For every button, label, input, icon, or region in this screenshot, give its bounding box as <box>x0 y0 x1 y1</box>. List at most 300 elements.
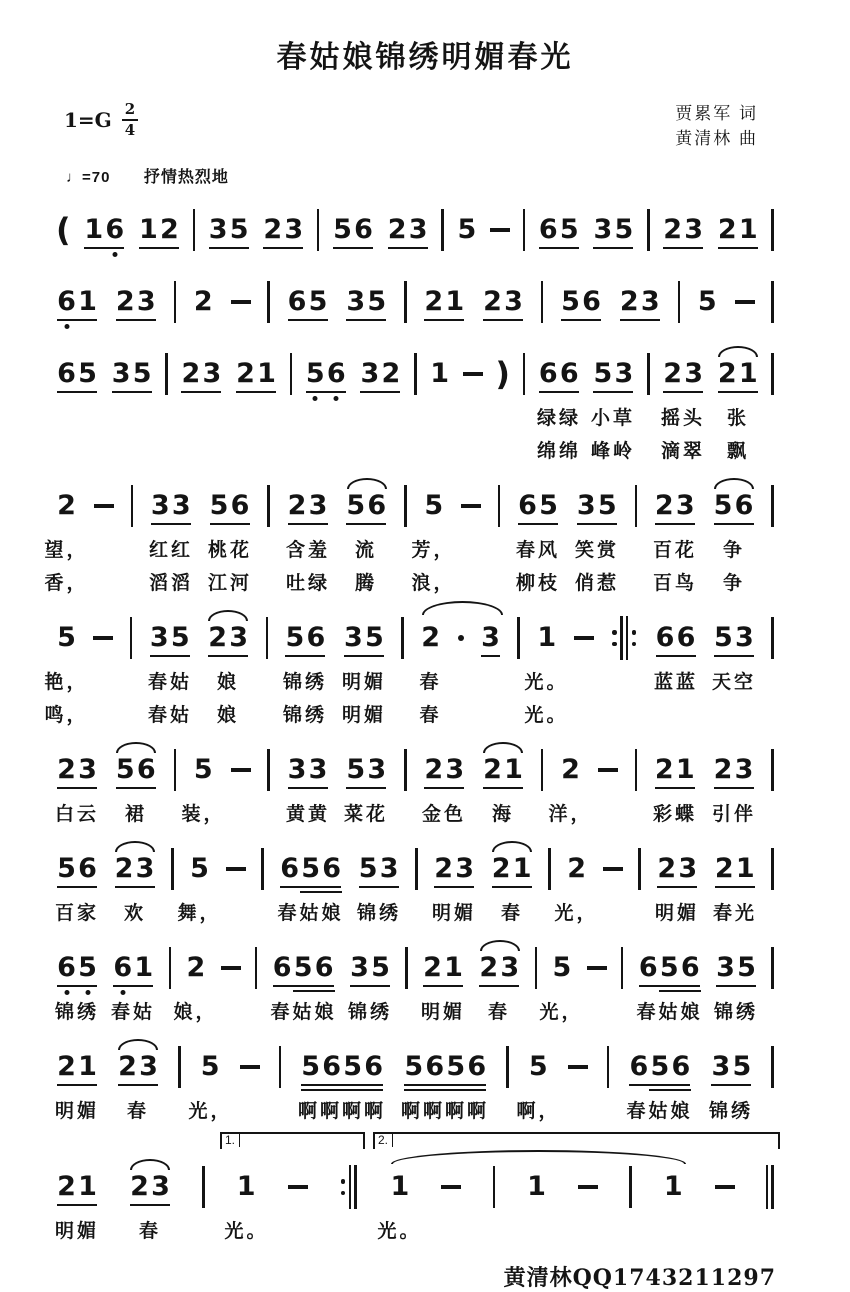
note-group: 5 <box>528 1051 548 1082</box>
beam-line <box>236 391 276 394</box>
beam-line <box>577 523 617 526</box>
note-group: 6 6 <box>655 623 697 653</box>
barline <box>414 353 417 395</box>
note-group: 2 3 <box>56 755 98 785</box>
lyric-syllable: 红红 <box>148 540 194 561</box>
barline <box>517 617 520 659</box>
beam-line <box>539 247 579 250</box>
notation-line <box>56 735 774 825</box>
beam-line <box>714 787 754 790</box>
note-group: 2 3 <box>433 854 475 884</box>
note-group: 5 3 <box>358 854 400 884</box>
lyric-syllable: 望， <box>44 540 89 561</box>
lyric-syllable: 滔滔 <box>148 573 194 594</box>
note-group: 2 3 <box>654 491 696 521</box>
slur-arc <box>391 1150 686 1164</box>
tie-arc <box>118 1039 158 1050</box>
note-group: 6 1 <box>112 953 154 983</box>
lyric-syllable: 引伴 <box>711 804 757 825</box>
beam-line <box>115 886 155 889</box>
note-group: 3 2 <box>359 359 401 389</box>
barline <box>635 749 638 791</box>
lyric-syllable: 春风 <box>515 540 561 561</box>
lyric-syllable: 争 <box>722 540 746 561</box>
barline <box>771 209 774 251</box>
beam-line <box>639 985 700 988</box>
note-group: 2 <box>186 952 206 983</box>
lyric-syllable: 俏惹 <box>574 573 620 594</box>
dash-extension <box>598 768 618 773</box>
dash-extension <box>715 1185 735 1190</box>
beam-line <box>57 886 97 889</box>
lyric-syllable: 光， <box>539 1002 584 1023</box>
tie-arc <box>116 742 156 753</box>
beam-line <box>346 523 386 526</box>
beam-line <box>518 523 558 526</box>
beam-line <box>714 655 754 658</box>
dash-extension <box>231 300 251 305</box>
lyrics-row <box>44 566 774 594</box>
tie-arc <box>714 478 754 489</box>
notes-row <box>56 352 774 396</box>
note-group: 5 6 5 6 <box>403 1052 487 1082</box>
beam-line <box>181 391 221 394</box>
beam-line <box>209 247 249 250</box>
barline <box>621 947 624 989</box>
beam-line <box>718 247 758 250</box>
note-group: 2 <box>421 622 441 653</box>
lyric-syllable: 明媚 <box>654 903 700 924</box>
beam-line <box>301 1084 383 1087</box>
note-group: 2 3 <box>662 215 704 245</box>
lyrics-row <box>56 401 774 429</box>
dash-extension <box>461 504 481 509</box>
note-group: 2 1 <box>422 953 464 983</box>
note-group: 5 <box>697 286 717 317</box>
notation-line <box>44 603 774 726</box>
lyric-syllable: 锦绣 <box>713 1002 759 1023</box>
lyric-syllable: 峰岭 <box>590 441 636 462</box>
lyric-syllable: 春姑娘 <box>626 1101 693 1122</box>
note-group: 5 <box>190 853 209 884</box>
beam-line <box>301 1089 383 1092</box>
note-group: 2 <box>193 286 213 317</box>
lyrics-row <box>56 896 774 924</box>
lyric-syllable: 百花 <box>652 540 698 561</box>
barline <box>523 209 526 251</box>
lyric-syllable: 蓝蓝 <box>653 672 699 693</box>
beam-line <box>359 886 399 889</box>
notation-line <box>56 267 774 324</box>
lyric-syllable: 光。 <box>524 705 569 726</box>
tie-arc <box>483 742 523 753</box>
lyric-syllable: 腾 <box>354 573 378 594</box>
time-numerator: 2 <box>122 102 138 121</box>
note-group: 2 1 <box>482 755 524 785</box>
tempo-mark: ♩=70 <box>66 169 111 186</box>
beam-line <box>288 787 328 790</box>
note-group: 2 1 <box>714 854 756 884</box>
beam-line <box>620 319 660 322</box>
note-group: 5 6 <box>560 287 602 317</box>
note-group: 2 1 <box>423 287 465 317</box>
barline <box>279 1046 282 1088</box>
barline <box>647 353 650 395</box>
barline <box>267 749 270 791</box>
dash-extension <box>490 228 510 233</box>
note-group: 5 3 <box>592 359 634 389</box>
lyric-syllable: 锦绣 <box>54 1002 100 1023</box>
note-group: 6 5 <box>517 491 559 521</box>
lyric-syllable: 春姑娘 <box>270 1002 337 1023</box>
beam-line <box>483 787 523 790</box>
beam-line <box>663 391 703 394</box>
lyric-syllable: 芳， <box>411 540 456 561</box>
dash-extension <box>231 768 251 773</box>
lyric-syllable: 光。 <box>224 1221 269 1242</box>
lyric-syllable: 舞， <box>177 903 222 924</box>
lyric-syllable: 光。 <box>524 672 569 693</box>
notes-row <box>56 748 774 792</box>
lyric-syllable: 春 <box>126 1101 150 1122</box>
notation-line <box>56 834 774 924</box>
lyric-syllable: 流 <box>354 540 378 561</box>
lyric-syllable: 春姑娘 <box>277 903 344 924</box>
beam-line <box>333 247 373 250</box>
barline <box>290 353 293 395</box>
beam-line <box>288 523 328 526</box>
lyric-syllable: 小草 <box>590 408 636 429</box>
lyric-syllable: 锦绣 <box>282 705 328 726</box>
lyric-syllable: 春光 <box>712 903 758 924</box>
time-signature <box>122 102 138 138</box>
augmentation-dot <box>458 635 464 641</box>
lyric-syllable: 啊啊啊啊 <box>297 1101 387 1122</box>
barline <box>647 209 650 251</box>
note-group: 2 3 <box>387 215 429 245</box>
lyric-syllable: 锦绣 <box>356 903 402 924</box>
slur-arc <box>422 601 503 615</box>
note-group: 5 <box>457 214 477 245</box>
note-group: 3 5 <box>592 215 634 245</box>
lyric-syllable: 裙 <box>124 804 148 825</box>
lyric-syllable: 浪， <box>411 573 456 594</box>
lyric-syllable: 明媚 <box>420 1002 466 1023</box>
note-group: 6 6 <box>538 359 580 389</box>
lyric-syllable: 娘， <box>173 1002 218 1023</box>
volta-label: 1. <box>225 1134 240 1147</box>
barline <box>404 485 407 527</box>
lyrics-row <box>44 533 774 561</box>
barline <box>771 1046 774 1088</box>
note-group: 5 6 <box>284 623 326 653</box>
barline <box>638 848 641 890</box>
lyric-syllable: 明媚 <box>341 672 387 693</box>
repeat-barline <box>620 616 623 660</box>
score <box>0 191 850 1242</box>
lyric-syllable: 明媚 <box>54 1221 100 1242</box>
beam-line <box>350 985 390 988</box>
barline <box>415 848 418 890</box>
repeat-sign-both <box>610 616 638 660</box>
barline <box>202 1166 205 1208</box>
dash-extension <box>578 1185 598 1190</box>
barline <box>174 281 177 323</box>
note-group: 2 3 <box>114 854 156 884</box>
barline <box>506 1046 509 1088</box>
note-group: 5 <box>552 952 572 983</box>
notes-row <box>56 946 774 990</box>
beam-line <box>715 886 755 889</box>
note-group: 1 <box>236 1171 256 1202</box>
notes-row <box>56 1165 774 1209</box>
note-group: 2 <box>57 490 76 521</box>
lyric-syllable: 春 <box>419 705 442 726</box>
barline <box>178 1046 181 1088</box>
lyrics-row <box>56 1094 774 1122</box>
lyricist-credit: 贾累军 词 <box>675 104 758 123</box>
beam-line <box>629 1084 690 1087</box>
notation-line <box>56 339 774 462</box>
dash-extension <box>463 372 483 377</box>
note-group: 6 5 6 <box>279 854 342 884</box>
lyric-syllable: 艳， <box>44 672 89 693</box>
note-group: 6 5 <box>538 215 580 245</box>
repeat-sign-end <box>339 1165 359 1209</box>
beam-line <box>424 319 464 322</box>
dash-extension <box>226 867 246 872</box>
barline <box>498 485 501 527</box>
barline <box>635 485 638 527</box>
dash-extension <box>221 966 241 971</box>
beam-line <box>300 891 342 894</box>
barline <box>165 353 168 395</box>
barline <box>404 749 407 791</box>
lyric-syllable: 柳枝 <box>515 573 561 594</box>
note-group: 1 <box>663 1171 683 1202</box>
lyric-syllable: 春 <box>500 903 524 924</box>
note-group: 2 1 <box>235 359 277 389</box>
repeat-barline <box>626 616 629 660</box>
lyric-syllable: 争 <box>722 573 746 594</box>
note-group: 2 3 <box>262 215 304 245</box>
note-group: 2 <box>567 853 587 884</box>
volta-label: 2. <box>378 1134 393 1147</box>
note-group: 5 6 <box>209 491 251 521</box>
note-group: 2 3 <box>619 287 661 317</box>
beam-line <box>404 1084 486 1087</box>
barline <box>174 749 177 791</box>
dash-extension <box>568 1065 588 1070</box>
note-group: 5 6 <box>345 491 387 521</box>
lyric-syllable: 金色 <box>421 804 467 825</box>
lyric-syllable: 鸣， <box>44 705 89 726</box>
lyric-syllable: 光， <box>554 903 599 924</box>
barline <box>678 281 681 323</box>
lyric-syllable: 春姑 <box>110 1002 156 1023</box>
beam-line <box>481 655 500 658</box>
barline <box>771 848 774 890</box>
beam-line <box>210 523 250 526</box>
note-group: 5 <box>200 1051 220 1082</box>
dash-extension <box>288 1185 308 1190</box>
lyric-syllable: 白云 <box>54 804 100 825</box>
lyrics-row <box>44 698 774 726</box>
repeat-dots <box>341 1179 346 1195</box>
note-group: 3 5 <box>345 287 387 317</box>
beam-line <box>208 655 248 658</box>
tie-arc <box>115 841 155 852</box>
note-group: 6 5 <box>287 287 329 317</box>
beam-line <box>116 319 156 322</box>
lyric-syllable: 海 <box>491 804 515 825</box>
lyrics-row <box>56 995 774 1023</box>
note-group: 2 <box>561 754 580 785</box>
lyrics-row <box>44 665 774 693</box>
beam-line <box>57 1204 97 1207</box>
key-signature <box>64 102 138 138</box>
beam-line <box>539 391 579 394</box>
lyric-syllable: 桃花 <box>207 540 253 561</box>
note-group: 2 1 <box>654 755 696 785</box>
lyric-syllable: 彩蝶 <box>652 804 698 825</box>
time-denominator: 4 <box>124 121 136 139</box>
note-group: 5 <box>57 622 76 653</box>
note-group: 2 3 <box>129 1172 171 1202</box>
key-label: 1=G <box>64 108 112 132</box>
beam-line <box>118 1084 158 1087</box>
note-group: 6 5 6 <box>272 953 335 983</box>
beam-line <box>273 985 334 988</box>
note-group: 6 5 <box>56 953 98 983</box>
note-group: 1 <box>527 1171 546 1202</box>
note-group: 5 6 <box>115 755 157 785</box>
beam-line <box>561 319 601 322</box>
barline <box>493 1166 496 1208</box>
notation-line <box>56 1131 774 1242</box>
beam-line <box>655 523 695 526</box>
repeat-barline <box>354 1165 357 1209</box>
beam-line <box>479 985 519 988</box>
lyric-syllable: 啊， <box>516 1101 561 1122</box>
notation-line <box>56 1032 774 1122</box>
note-group: 1 <box>390 1171 410 1202</box>
notation-line <box>56 195 774 252</box>
beam-line <box>424 787 464 790</box>
note-group: 2 1 <box>56 1172 98 1202</box>
beam-line <box>663 247 703 250</box>
barline <box>193 209 196 251</box>
octave-dot <box>64 324 69 329</box>
barline <box>131 485 134 527</box>
beam-line <box>718 391 758 394</box>
dash-extension <box>94 504 114 509</box>
note-group: 5 3 <box>345 755 387 785</box>
tempo-line <box>0 158 850 191</box>
lyric-syllable: 含羞 <box>285 540 331 561</box>
note-group: 2 1 <box>491 854 533 884</box>
note-group: 2 3 <box>180 359 222 389</box>
beam-line <box>57 787 97 790</box>
note-group: 3 5 <box>576 491 618 521</box>
note-group: 5 <box>193 754 213 785</box>
beam-line <box>655 787 695 790</box>
beam-line <box>285 655 325 658</box>
barline <box>317 209 320 251</box>
meta-row <box>0 102 850 158</box>
lyric-syllable: 明媚 <box>54 1101 100 1122</box>
lyric-syllable: 明媚 <box>341 705 387 726</box>
barline <box>267 281 270 323</box>
barline <box>405 947 408 989</box>
notation-line <box>56 933 774 1023</box>
barline <box>535 947 538 989</box>
volta-bracket <box>373 1132 780 1149</box>
note-group: 3 5 <box>343 623 385 653</box>
barline <box>441 209 444 251</box>
note-group: 2 3 <box>207 623 249 653</box>
expression-mark: 抒情热烈地 <box>143 169 229 186</box>
lyric-syllable: 锦绣 <box>708 1101 754 1122</box>
lyric-syllable: 锦绣 <box>282 672 328 693</box>
composer-credit: 黄清林 曲 <box>675 128 758 148</box>
note-group: 2 3 <box>713 755 755 785</box>
barline <box>401 617 404 659</box>
intro-close-paren: ) <box>495 355 510 393</box>
note-group: 2 1 <box>56 1052 98 1082</box>
beam-line <box>280 886 341 889</box>
dash-extension <box>574 636 594 641</box>
lyric-syllable: 春姑娘 <box>636 1002 703 1023</box>
barline <box>771 749 774 791</box>
sheet-page <box>0 32 850 1292</box>
lyric-syllable: 光， <box>188 1101 233 1122</box>
dash-extension <box>93 636 113 641</box>
dash-extension <box>441 1185 461 1190</box>
beam-line <box>434 886 474 889</box>
lyric-syllable: 吐绿 <box>285 573 331 594</box>
note-group: 3 3 <box>287 755 329 785</box>
lyric-syllable: 摇头 <box>660 408 706 429</box>
barline <box>267 485 270 527</box>
note-group: 3 5 <box>349 953 391 983</box>
lyric-syllable: 张 <box>726 408 750 429</box>
note-group: 3 5 <box>208 215 250 245</box>
note-group: 6 5 <box>56 359 98 389</box>
beam-line <box>130 1204 170 1207</box>
notes-row <box>56 280 774 324</box>
beam-line <box>346 319 386 322</box>
note-group: 1 <box>537 622 557 653</box>
repeat-dots <box>632 630 637 646</box>
lyric-syllable: 明媚 <box>431 903 477 924</box>
lyric-syllable: 绵绵 <box>536 441 582 462</box>
barline <box>261 848 264 890</box>
beam-line <box>659 990 701 993</box>
credits <box>675 102 758 151</box>
intro-open-paren: ( <box>56 211 71 249</box>
beam-line <box>657 886 697 889</box>
beam-line <box>288 319 328 322</box>
barline <box>171 848 174 890</box>
dash-extension <box>603 867 623 872</box>
lyric-syllable: 百鸟 <box>652 573 698 594</box>
barline <box>771 485 774 527</box>
tie-arc <box>130 1159 170 1170</box>
note-group: 2 3 <box>482 287 524 317</box>
lyric-syllable: 洋， <box>548 804 593 825</box>
lyric-syllable: 天空 <box>711 672 757 693</box>
